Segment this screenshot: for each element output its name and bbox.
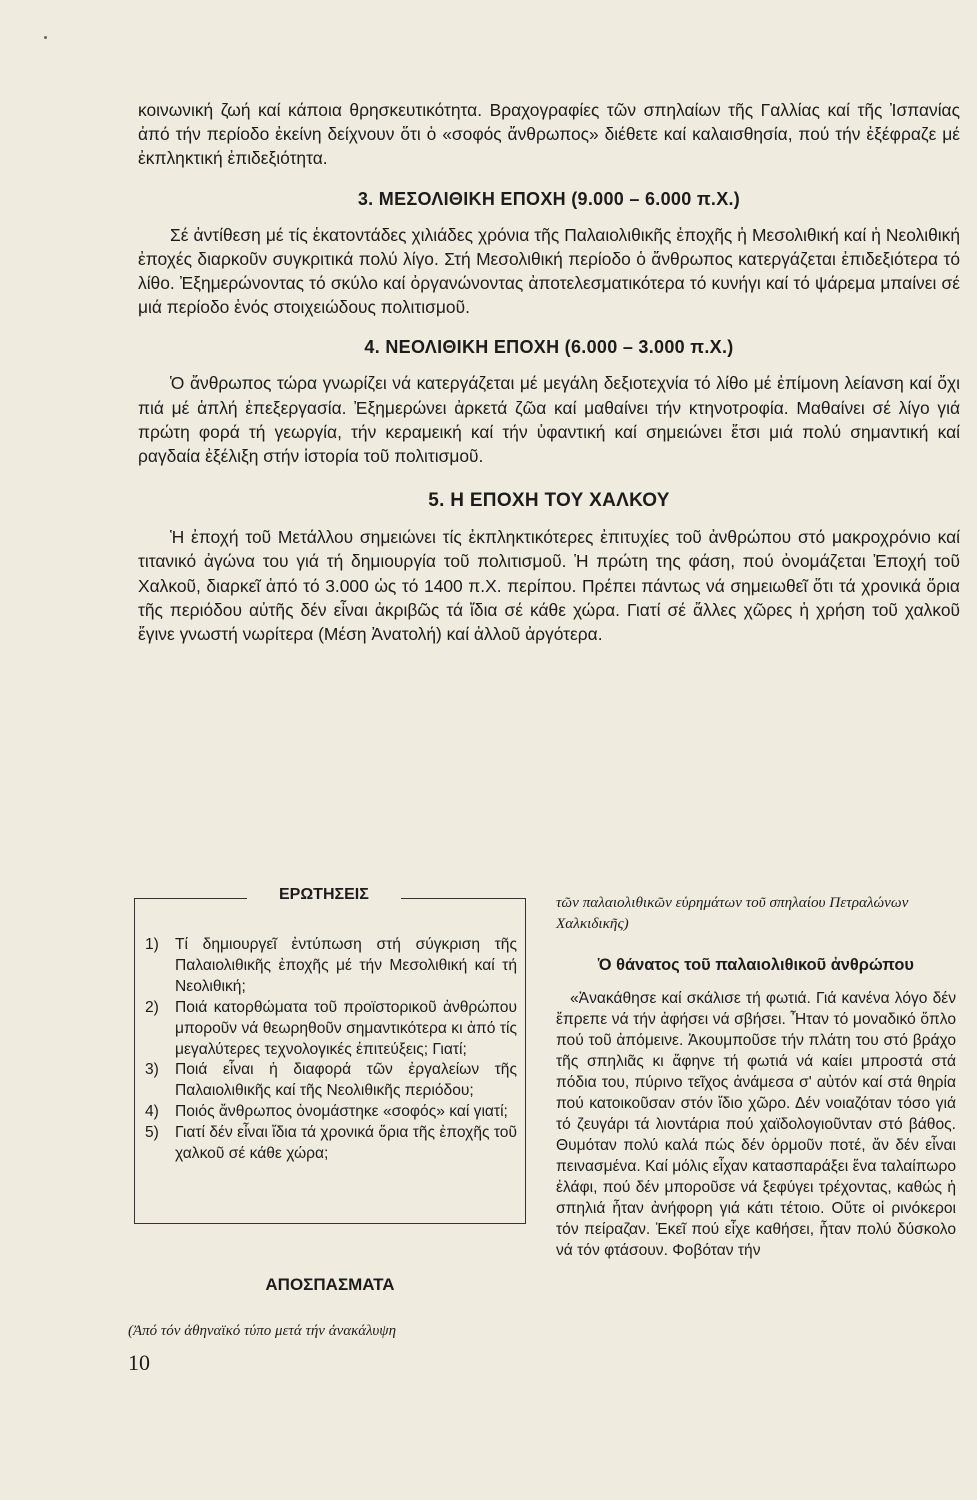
question-item: [145, 1060, 517, 1102]
section-5-paragraph: Ἡ ἐποχή τοῦ Μετάλλου σημειώνει τίς ἐκπληκτικότερες ἐπιτυχίες τοῦ ἀνθρώπου στό μακροχρόνιο καί τιτανικό ἀγώνα του γιά τή δημιουργία τοῦ πολιτισμοῦ. Ἡ πρώτη της φάση, πού ὀνομάζεται Ἐποχή τοῦ Χαλκοῦ, διαρκεῖ ἀπό τό 3.000 ὡς τό 1400 π.Χ. περίπου. Πρέπει πάντως νά σημειωθεῖ ὅτι τά χρονικά ὅρια τῆς περιόδου αὐτῆς δέν εἶναι ἀκριβῶς τά ἴδια σέ κάθε χώρα. Γιατί σέ ἄλλες χῶρες ἡ χρήση τοῦ χαλκοῦ ἔγινε γνωστή νωρίτερα (Μέση Ἀνατολή) καί ἀλλοῦ ἀργότερα.: [138, 527, 960, 645]
section-4-paragraph: Ὁ ἄνθρωπος τώρα γνωρίζει νά κατεργάζεται μέ μεγάλη δεξιοτεχνία τό λίθο μέ ἐπίμονη λείανση καί ὄχι πιά μέ ἁπλή ἐπεξεργασία. Ἐξημερώνει ἀρκετά ζῶα καί μαθαίνει τήν κτηνοτροφία. Μαθαίνει σέ λίγο γιά πρώτη φορά τή γεωργία, τήν κεραμεική καί τήν ὑφαντική καί σημειώνει ἔτσι μιά πολύ σημαντική καί ραγδαία ἐξέλιξη στήν ἱστορία τοῦ πολιτισμοῦ.: [138, 373, 960, 467]
question-text: Γιατί δέν εἶναι ἴδια τά χρονικά ὅρια τῆς ἐποχῆς τοῦ χαλκοῦ σέ κάθε χώρα;: [175, 1124, 517, 1163]
intro-paragraph: κοινωνική ζωή καί κάποια θρησκευτικότητα. Βραχογραφίες τῶν σπηλαίων τῆς Γαλλίας καί τῆς Ἰσπανίας ἀπό τήν περίοδο ἐκείνη δείχνουν ὅτι ὁ «σοφός ἄνθρωπος» διέθετε καί καλαισθησία, πού τήν ἐξέφραζε μέ ἐκπληκτική ἐπιδεξιότητα.: [138, 100, 960, 169]
section-3-heading: 3. ΜΕΣΟΛΙΘΙΚΗ ΕΠΟΧΗ (9.000 – 6.000 π.Χ.): [357, 188, 741, 209]
excerpt-caption-start: (Ἀπό τόν ἀθηναϊκό τύπο μετά τήν ἀνακάλυψη: [128, 1323, 397, 1339]
question-item: [145, 998, 517, 1061]
section-5-heading: 5. Η ΕΠΟΧΗ ΤΟΥ ΧΑΛΚΟΥ: [428, 490, 670, 512]
speck-mark: [44, 36, 47, 39]
question-number: 5): [145, 1124, 159, 1142]
question-text: Ποιά εἶναι ἡ διαφορά τῶν ἐργαλείων τῆς Παλαιολιθικῆς καί τῆς Νεολιθικῆς περιόδου;: [175, 1061, 517, 1100]
main-text-column: [138, 98, 960, 646]
question-text: Ποιός ἄνθρωπος ὀνομάστηκε «σοφός» καί γιατί;: [175, 1103, 508, 1121]
question-number: 4): [145, 1103, 159, 1121]
question-item: [145, 935, 517, 998]
question-text: Ποιά κατορθώματα τοῦ προϊστορικοῦ ἀνθρώπου μποροῦν νά θεωρηθοῦν σημαντικότερα κι ἀπό τίς μεγαλύτερες τεχνολογικές ἐπιτεύξεις; Γιατί;: [175, 998, 517, 1058]
section-4-heading: 4. ΝΕΟΛΙΘΙΚΗ ΕΠΟΧΗ (6.000 – 3.000 π.Χ.): [364, 337, 734, 358]
excerpts-title: ΑΠΟΣΠΑΣΜΑΤΑ: [265, 1275, 395, 1294]
question-item: [145, 1123, 517, 1165]
page-number: 10: [128, 1350, 150, 1375]
questions-title: ΕΡΩΤΗΣΕΙΣ: [247, 886, 401, 904]
questions-box: [134, 886, 526, 1224]
question-item: [145, 1102, 517, 1123]
excerpt-story-title: Ὁ θάνατος τοῦ παλαιολιθικοῦ ἀνθρώπου: [598, 956, 914, 974]
questions-list: [145, 935, 517, 1165]
question-number: 3): [145, 1061, 159, 1079]
question-text: Τί δημιουργεῖ ἐντύπωση στή σύγκριση τῆς Παλαιολιθικῆς ἐποχῆς μέ τήν Μεσολιθική καί τή Νεολιθική;: [175, 936, 517, 995]
excerpt-column: [556, 892, 956, 1261]
question-number: 1): [145, 936, 159, 953]
section-3-paragraph: Σέ ἀντίθεση μέ τίς ἑκατοντάδες χιλιάδες χρόνια τῆς Παλαιολιθικῆς ἐποχῆς ἡ Μεσολιθική καί ἡ Νεολιθική ἐποχές διαρκοῦν συγκριτικά πολύ λίγο. Στή Μεσολιθική περίοδο ὁ ἄνθρωπος κατεργάζεται ἐπιδεξιότερα τό λίθο. Ἐξημερώνοντας τό σκύλο καί ὀργανώνοντας ἀποτελεσματικότερα τό κυνήγι καί τό ψάρεμα μπαίνει σέ μιά περίοδο ἑνός στοιχειώδους πολιτισμοῦ.: [138, 224, 960, 318]
excerpt-story-text: «Ἀνακάθησε καί σκάλισε τή φωτιά. Γιά κανένα λόγο δέν ἔπρεπε νά τήν ἀφήσει νά σβήσει. Ἦταν τό μοναδικό ὅπλο πού τοῦ ἀπόμεινε. Ἀκουμποῦσε τήν πλάτη του στό βράχο τῆς σπηλιᾶς κι ἄφηνε τή φωτιά νά καίει μπροστά στά πόδια του, πύρινο τεῖχος ἀνάμεσα σ' αὐτόν καί στά θηρία πού κατοικοῦσαν στόν ἴδιο χῶρο. Δέν νοιαζόταν τόσο γιά τό ζευγάρι τά λιοντάρια πού χαϊδολογιοῦνταν στό βάθος. Θυμόταν πολύ καλά πώς δέν ὁρμοῦν ποτέ, ἄν δέν εἶναι πεινασμένα. Καί μόλις εἶχαν κατασπαράξει ἕνα ταλαίπωρο ἐλάφι, πού δέν μποροῦσε νά ξεφύγει τρέχοντας, καθώς ἡ σπηλιά ἦταν ἀνήφορη γιά κάτι τέτοιο. Οὔτε οἱ ρινόκεροι τόν πείραζαν. Ἐκεῖ πού εἶχε καθήσει, ἦταν πολύ δύσκολο νά τόν φτάσουν. Φοβόταν τήν: [556, 990, 956, 1259]
excerpt-caption-continued: τῶν παλαιολιθικῶν εὑρημάτων τοῦ σπηλαίου Πετραλώνων Χαλκιδικῆς): [556, 894, 909, 932]
question-number: 2): [145, 998, 159, 1016]
